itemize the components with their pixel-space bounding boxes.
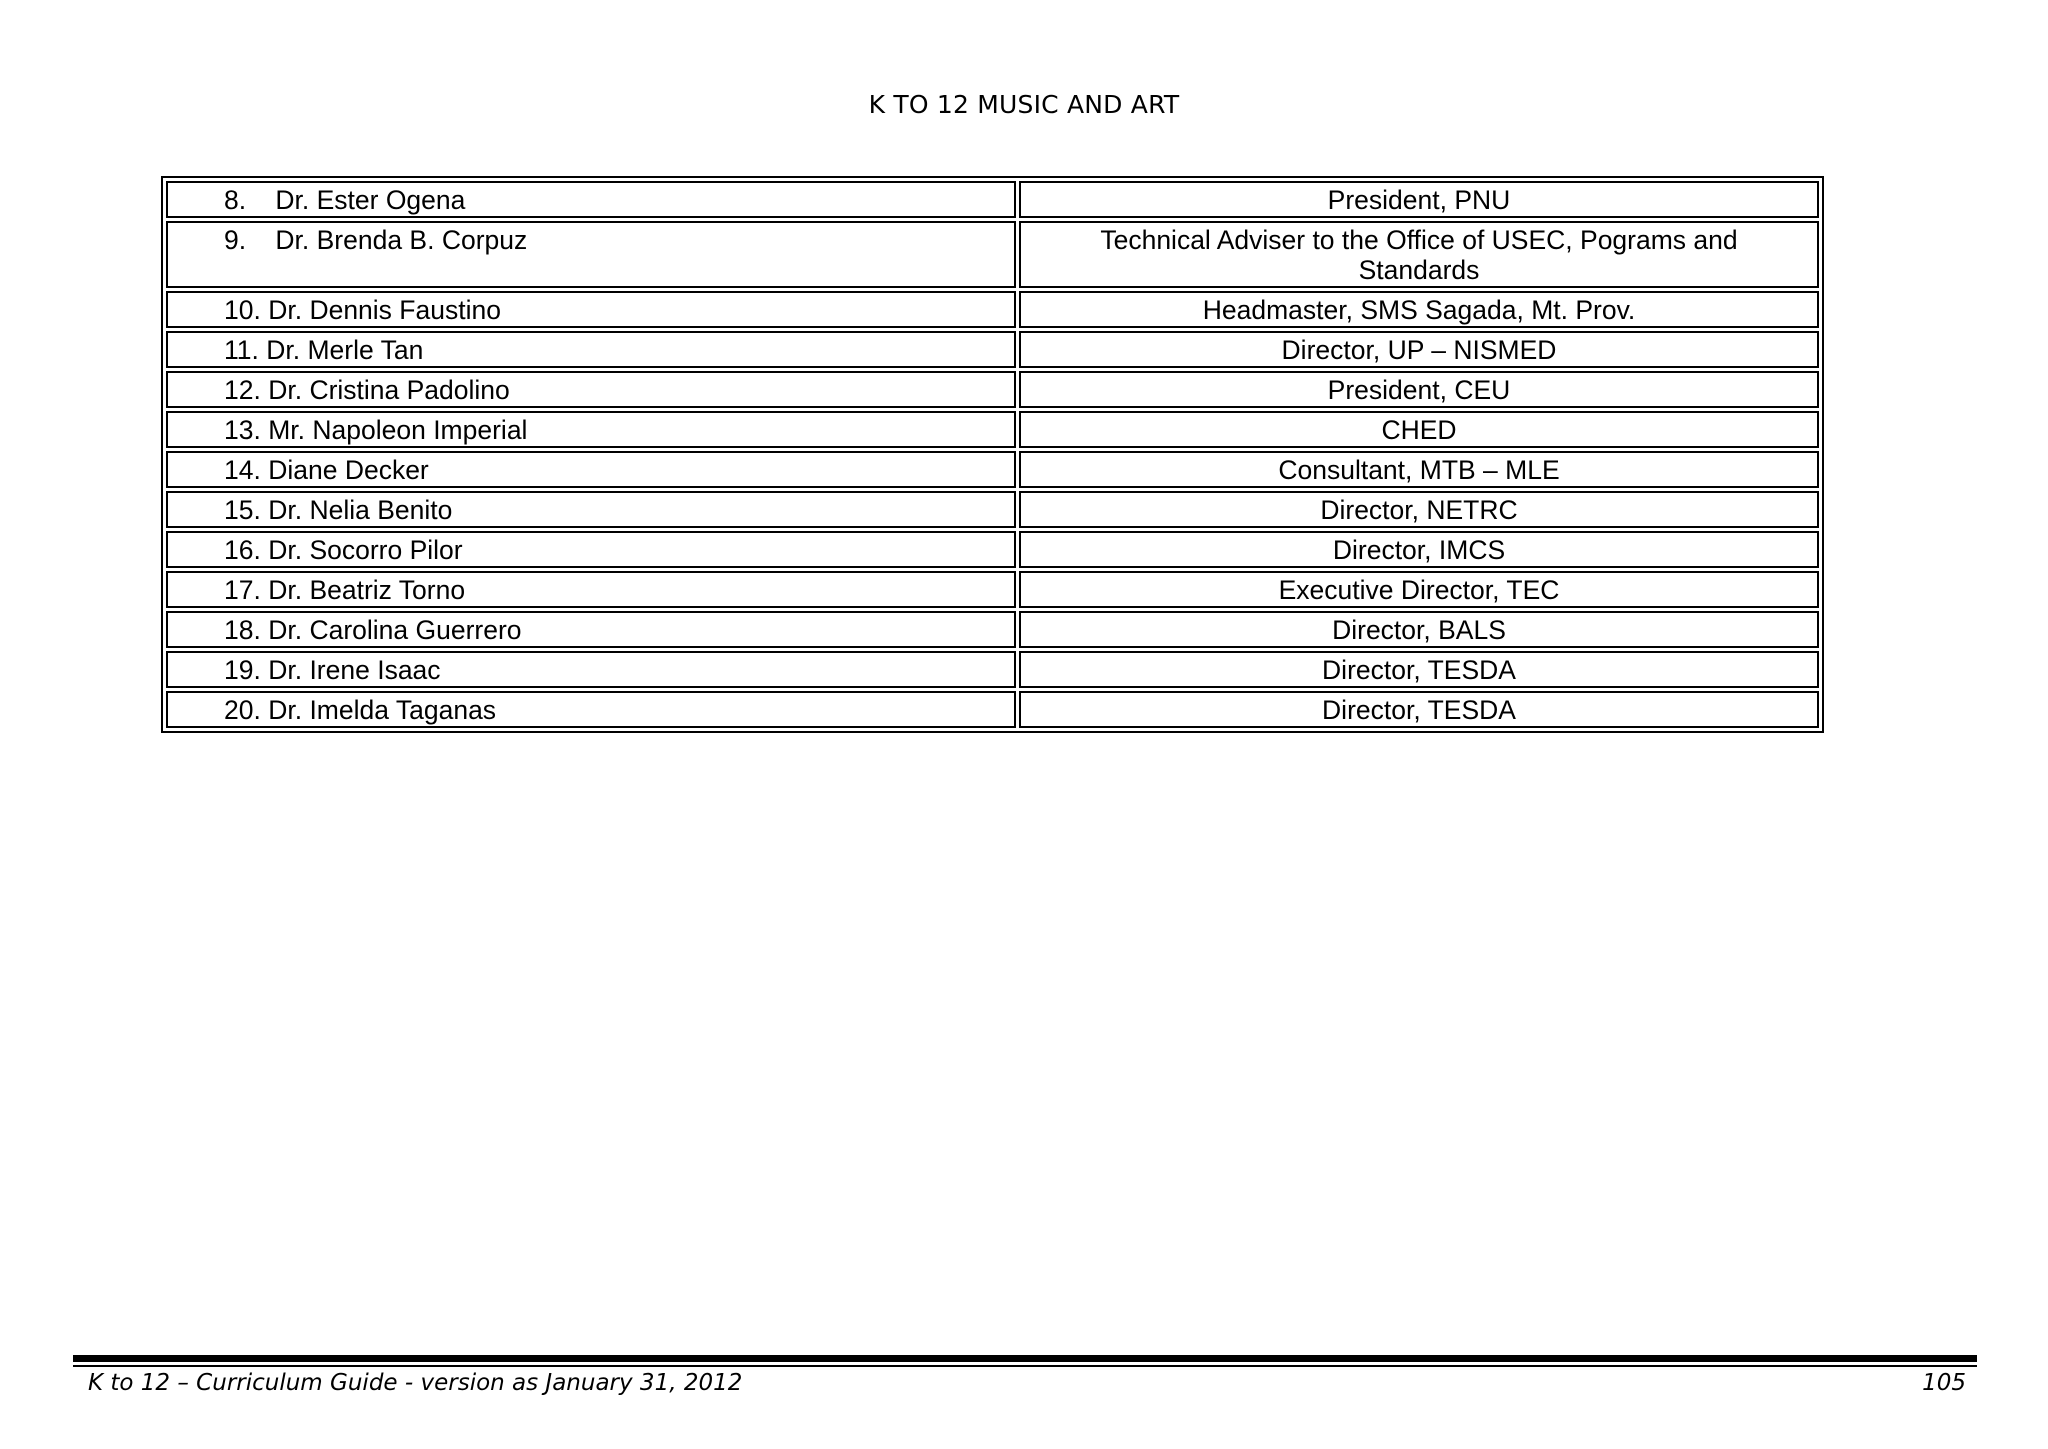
role-cell: Consultant, MTB – MLE: [1019, 451, 1819, 488]
footer-divider: [73, 1355, 1977, 1362]
person-name: Dr. Merle Tan: [266, 335, 424, 365]
person-name: Dr. Irene Isaac: [268, 655, 441, 685]
row-number: 20.: [224, 695, 261, 725]
person-name: Dr. Dennis Faustino: [268, 295, 501, 325]
name-cell: [166, 611, 1016, 648]
row-number: 12.: [224, 375, 261, 405]
role-cell: Director, IMCS: [1019, 531, 1819, 568]
personnel-table-container: [161, 176, 1824, 733]
role-cell: Director, TESDA: [1019, 691, 1819, 728]
name-cell: [166, 491, 1016, 528]
role-cell: CHED: [1019, 411, 1819, 448]
row-number: 11.: [224, 335, 259, 365]
name-cell: [166, 451, 1016, 488]
role-cell: Headmaster, SMS Sagada, Mt. Prov.: [1019, 291, 1819, 328]
table-row: [166, 491, 1819, 528]
person-name: Dr. Brenda B. Corpuz: [275, 225, 528, 255]
person-name: Dr. Beatriz Torno: [268, 575, 466, 605]
person-name: Dr. Carolina Guerrero: [268, 615, 522, 645]
role-cell: Director, TESDA: [1019, 651, 1819, 688]
row-number: 14.: [224, 455, 261, 485]
row-number: 19.: [224, 655, 261, 685]
role-text: Technical Adviser to the Office of USEC, Pograms and Standards: [1100, 225, 1738, 285]
role-cell: Director, UP – NISMED: [1019, 331, 1819, 368]
personnel-table: [161, 176, 1824, 733]
role-cell: Director, BALS: [1019, 611, 1819, 648]
table-row: [166, 611, 1819, 648]
row-number: 15.: [224, 495, 261, 525]
role-cell: [1019, 221, 1819, 288]
name-cell: [166, 331, 1016, 368]
row-number: 8.: [224, 185, 247, 215]
person-name: Dr. Imelda Taganas: [268, 695, 497, 725]
person-name: Dr. Cristina Padolino: [268, 375, 510, 405]
name-cell: [166, 531, 1016, 568]
table-row: [166, 291, 1819, 328]
row-number: 18.: [224, 615, 261, 645]
table-row: [166, 181, 1819, 218]
row-number: 10.: [224, 295, 261, 325]
role-cell: Director, NETRC: [1019, 491, 1819, 528]
person-name: Mr. Napoleon Imperial: [268, 415, 528, 445]
name-cell: [166, 571, 1016, 608]
footer-version-text: K to 12 – Curriculum Guide - version as January 31, 2012: [88, 1370, 743, 1396]
name-cell: [166, 411, 1016, 448]
name-cell: [166, 371, 1016, 408]
row-number: 17.: [224, 575, 261, 605]
table-row: [166, 371, 1819, 408]
role-cell: President, CEU: [1019, 371, 1819, 408]
page-header-title: K TO 12 MUSIC AND ART: [868, 90, 1180, 119]
person-name: Dr. Socorro Pilor: [268, 535, 463, 565]
name-cell: [166, 651, 1016, 688]
name-cell: [166, 291, 1016, 328]
table-row: [166, 651, 1819, 688]
table-row: [166, 571, 1819, 608]
page-number: 105: [1922, 1370, 1966, 1396]
person-name: Diane Decker: [268, 455, 429, 485]
name-cell: [166, 221, 1016, 288]
table-row: [166, 451, 1819, 488]
row-number: 9.: [224, 225, 247, 255]
person-name: Dr. Ester Ogena: [275, 185, 466, 215]
footer-divider-thin: [73, 1365, 1977, 1367]
name-cell: [166, 181, 1016, 218]
table-row: [166, 411, 1819, 448]
name-cell: [166, 691, 1016, 728]
table-row: [166, 221, 1819, 288]
table-row: [166, 331, 1819, 368]
table-row: [166, 531, 1819, 568]
role-cell: President, PNU: [1019, 181, 1819, 218]
table-row: [166, 691, 1819, 728]
row-number: 16.: [224, 535, 261, 565]
person-name: Dr. Nelia Benito: [268, 495, 453, 525]
row-number: 13.: [224, 415, 261, 445]
role-cell: Executive Director, TEC: [1019, 571, 1819, 608]
